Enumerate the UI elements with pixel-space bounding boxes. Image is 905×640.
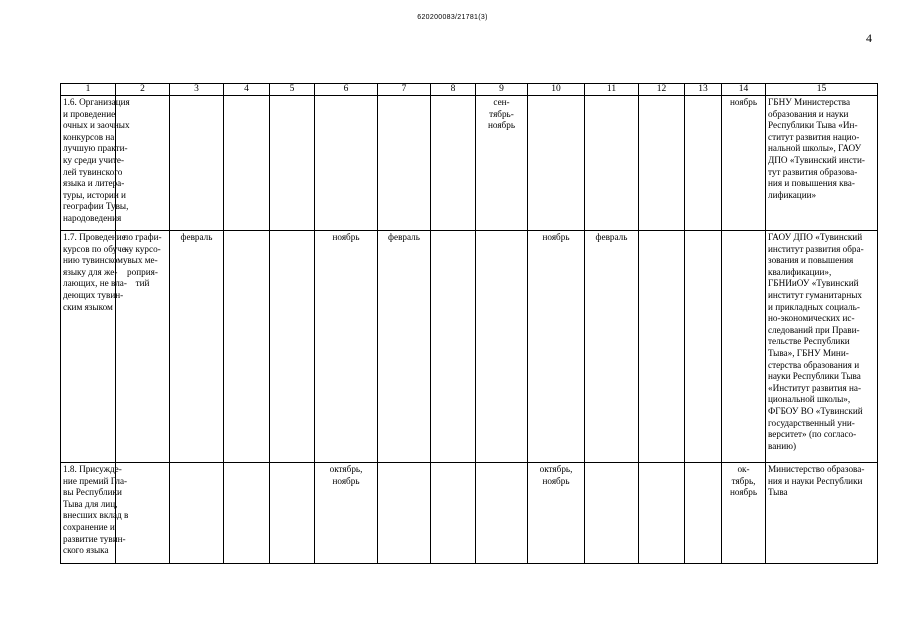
- period-cell: [476, 463, 528, 564]
- column-header: 15: [766, 84, 878, 96]
- period-cell: [224, 463, 270, 564]
- column-header: 10: [528, 84, 585, 96]
- period-cell: [639, 96, 685, 231]
- column-header: 1: [61, 84, 116, 96]
- column-header: 2: [116, 84, 170, 96]
- period-cell: [224, 96, 270, 231]
- column-header: 14: [722, 84, 766, 96]
- period-cell: [528, 96, 585, 231]
- period-cell: ноябрь: [315, 231, 378, 463]
- period-cell: сен- тябрь- ноябрь: [476, 96, 528, 231]
- period-cell: [378, 96, 431, 231]
- period-cell: [476, 231, 528, 463]
- period-cell: [170, 96, 224, 231]
- period-cell: октябрь, ноябрь: [528, 463, 585, 564]
- period-cell: [431, 463, 476, 564]
- activity-cell: 1.8. Присужде- ние премий Гла- вы Республики Тыва для лиц, внесших вклад в сохранение и развитие тувин- ского языка: [61, 463, 116, 564]
- plan-table: [60, 83, 878, 564]
- period-cell: октябрь, ноябрь: [315, 463, 378, 564]
- period-cell: [270, 463, 315, 564]
- document-id: 620200083/21781(3): [417, 14, 488, 21]
- period-cell: февраль: [378, 231, 431, 463]
- page-number: 4: [866, 31, 872, 45]
- column-header: 8: [431, 84, 476, 96]
- period-cell: [378, 463, 431, 564]
- period-cell: ноябрь: [528, 231, 585, 463]
- period-cell: ноябрь: [722, 96, 766, 231]
- table-row: [61, 96, 878, 231]
- table-row: [61, 463, 878, 564]
- period-cell: февраль: [585, 231, 639, 463]
- table-row: [61, 231, 878, 463]
- column-header: 7: [378, 84, 431, 96]
- period-cell: [270, 96, 315, 231]
- period-cell: [270, 231, 315, 463]
- period-cell: [170, 463, 224, 564]
- activity-cell: 1.7. Проведение курсов по обуче- нию тувинскому языку для же- лающих, не вла- деющих тувин- ским языком: [61, 231, 116, 463]
- responsible-cell: ГБНУ Министерства образования и науки Республики Тыва «Ин- ститут развития нацио- нальной школы», ГАОУ ДПО «Тувинский инсти- тут развития образова- ния и повышения ква- лификации»: [766, 96, 878, 231]
- period-cell: [315, 96, 378, 231]
- period-cell: [431, 96, 476, 231]
- column-header: 5: [270, 84, 315, 96]
- period-cell: [722, 231, 766, 463]
- period-cell: по графи- ку курсо- вых ме- роприя- тий: [116, 231, 170, 463]
- column-header: 6: [315, 84, 378, 96]
- period-cell: [639, 463, 685, 564]
- column-header: 9: [476, 84, 528, 96]
- column-header: 12: [639, 84, 685, 96]
- period-cell: [639, 231, 685, 463]
- period-cell: [431, 231, 476, 463]
- period-cell: [585, 463, 639, 564]
- period-cell: [685, 231, 722, 463]
- period-cell: ок- тябрь, ноябрь: [722, 463, 766, 564]
- period-cell: [224, 231, 270, 463]
- table-header-row: [61, 84, 878, 96]
- period-cell: февраль: [170, 231, 224, 463]
- activity-cell: 1.6. Организация и проведение очных и заочных конкурсов на лучшую практи- ку среди учите- лей тувинского языка и литера- туры, истории и географии Тувы, народоведения: [61, 96, 116, 231]
- column-header: 13: [685, 84, 722, 96]
- column-header: 4: [224, 84, 270, 96]
- period-cell: [685, 463, 722, 564]
- period-cell: [585, 96, 639, 231]
- responsible-cell: ГАОУ ДПО «Тувинский институт развития обра- зования и повышения квалификации», ГБНИиОУ «Тувинский институт гуманитарных и прикладных социаль- но-экономических ис- следований при Прави- тельстве Республики Тыва», ГБНУ Мини- стерства образования и науки Республики Тыва «Институт развития на- циональной школы», ФГБОУ ВО «Тувинский государственный уни- верситет» (по согласо- ванию): [766, 231, 878, 463]
- column-header: 3: [170, 84, 224, 96]
- period-cell: [685, 96, 722, 231]
- column-header: 11: [585, 84, 639, 96]
- responsible-cell: Министерство образова- ния и науки Республики Тыва: [766, 463, 878, 564]
